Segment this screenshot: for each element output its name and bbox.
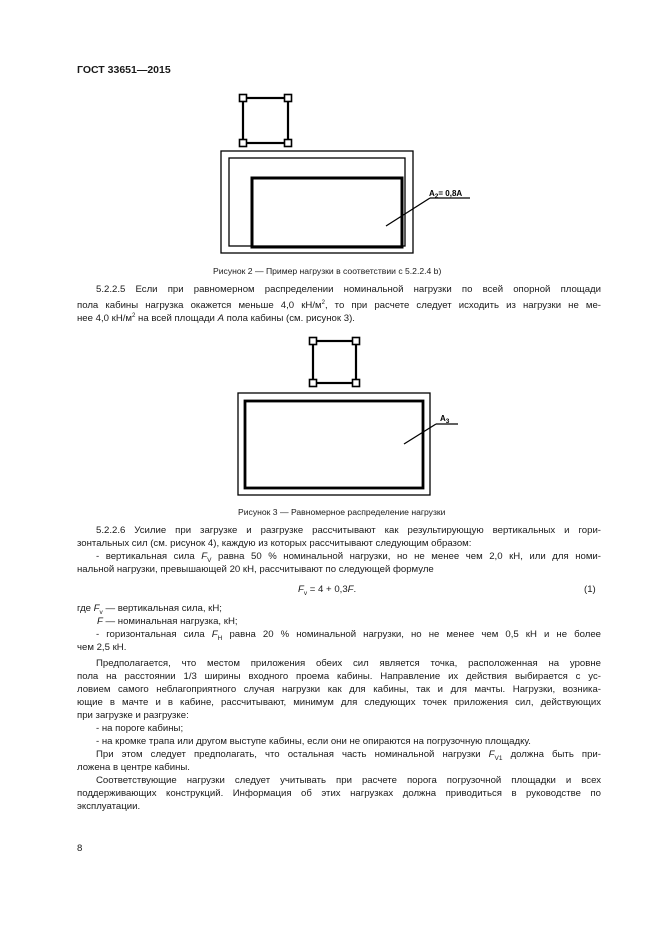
para-5225-line2: пола кабины нагрузка окажется меньше 4,0 $кН/м^2$, то при расчете следует исходить из нагрузки не ме- xyxy=(77,300,601,312)
closing-line1: Соответствующие нагрузки следует учитывать при расчете порога погрузочной площадки и всех xyxy=(96,775,601,786)
assume-line2: пола на расстоянии 1/3 ширины входного проема кабины. Направление их действия выбирается с ус- xyxy=(77,671,601,682)
bullet-ramp-edge: - на кромке трапа или другом выступе кабины, если они не опираются на погрузочную площадку. xyxy=(96,736,531,747)
para-5226-line4: нальной нагрузки, превышающей 20 кН, рассчитывают по следующей формуле xyxy=(77,564,434,575)
closing-line2: поддерживающих конструкций. Информация об этих нагрузках должна приводиться в руководстве по xyxy=(77,788,601,799)
where-line3: - горизонтальная сила $F_H$ равна 20 % номинальной нагрузки, но не менее чем 0,5 кН и не более xyxy=(96,629,601,642)
page-number: 8 xyxy=(77,843,83,854)
where-line2: F — номинальная нагрузка, кН; xyxy=(97,616,238,627)
fig3-cabin-outer xyxy=(238,393,430,495)
fig3-corner xyxy=(310,338,317,345)
formula-1: $F_v = 4 + 0,3F$. xyxy=(298,584,357,597)
fig2-label: $A_2= 0,8A$ xyxy=(429,189,463,200)
fig3-corner xyxy=(353,338,360,345)
remaining-load-line2: ложена в центре кабины. xyxy=(77,762,190,773)
fig3-cabin-inner xyxy=(245,401,423,488)
assume-line1: Предполагается, что местом приложения обеих сил является точка, расположенная на уровне xyxy=(96,658,601,669)
assume-line5: при загрузке и разгрузке: xyxy=(77,710,189,721)
para-5226-line3: - вертикальная сила $F_V$ равна 50 % номинальной нагрузки, но не менее чем 2,0 кН, или для номи- xyxy=(96,551,601,564)
para-5225-line1: 5.2.2.5 Если при равномерном распределении номинальной нагрузки по всей опорной площади xyxy=(96,284,601,295)
bullet-threshold: - на пороге кабины; xyxy=(96,723,184,734)
para-5226-line2: зонтальных сил (см. рисунок 4), каждую из которых рассчитывают следующим образом: xyxy=(77,538,472,549)
assume-line3: ловием самого неблагоприятного случая нагрузки как для кабины, так и для мачты. Нагрузки, возника- xyxy=(77,684,601,695)
where-line4: чем 2,5 кН. xyxy=(77,642,127,653)
remaining-load-line1: При этом следует предполагать, что остальная часть номинальной нагрузки $F_{V1}$ должна быть при- xyxy=(96,749,601,762)
fig3-leader xyxy=(404,424,436,444)
where-line1: где $F_v$ — вертикальная сила, кН; xyxy=(77,603,222,616)
para-5225-line3: нее 4,0 $кН/м^2$ на всей площади A пола кабины (см. рисунок 3). xyxy=(77,313,355,325)
fig3-corner xyxy=(353,380,360,387)
assume-line4: ющие в мачте и в кабине, рассчитывают, минимум для следующих точек приложения сил, действующих xyxy=(77,697,601,708)
para-5226-line1: 5.2.2.6 Усилие при загрузке и разгрузке рассчитывают как результирующую вертикальных и гори- xyxy=(96,525,601,536)
fig3-load-square xyxy=(313,341,356,383)
figure-3-caption: Рисунок 3 — Равномерное распределение нагрузки xyxy=(238,507,446,517)
fig3-corner xyxy=(310,380,317,387)
figure-2-caption: Рисунок 2 — Пример нагрузки в соответствии с 5.2.2.4 b) xyxy=(213,266,442,276)
document-header: ГОСТ 33651—2015 xyxy=(77,64,171,76)
closing-line3: эксплуатации. xyxy=(77,801,141,812)
fig3-label: $A_3$ xyxy=(440,414,450,425)
formula-number: (1) xyxy=(584,584,596,595)
